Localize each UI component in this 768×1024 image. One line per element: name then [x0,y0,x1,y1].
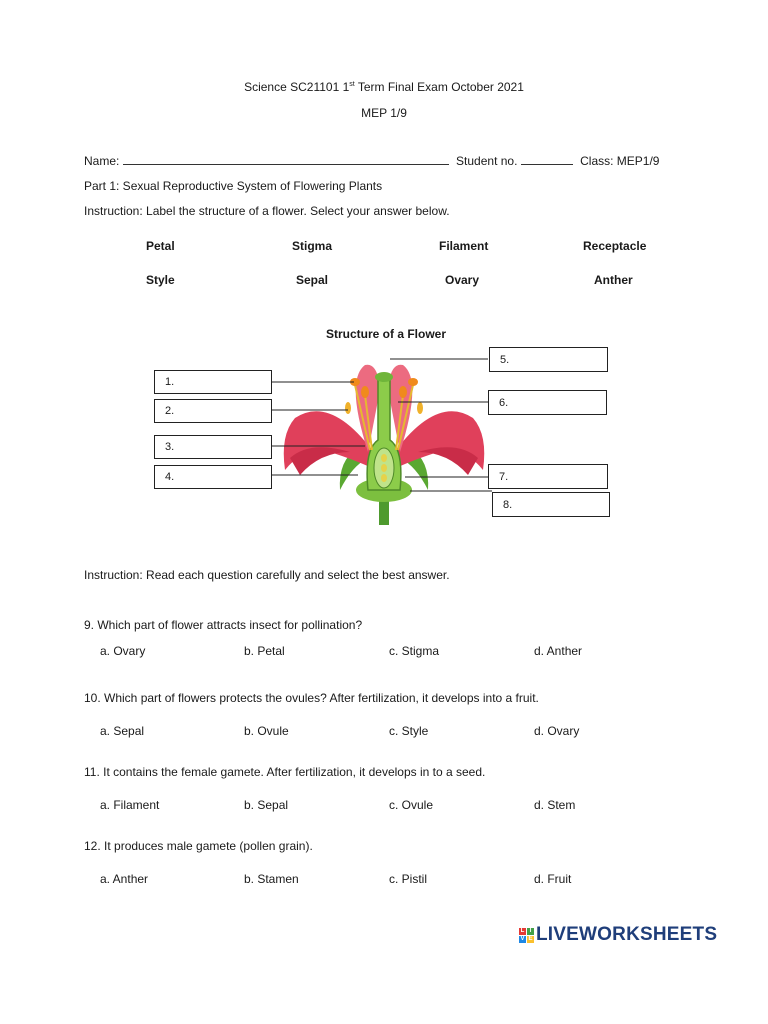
student-info-row [84,154,664,168]
part1-instruction: Instruction: Label the structure of a flower. Select your answer below. [84,204,450,218]
label-box-2[interactable]: 2. [154,399,272,423]
label-box-7[interactable]: 7. [488,464,608,489]
liveworksheets-logo[interactable] [519,924,717,946]
part1-heading: Part 1: Sexual Reproductive System of Flowering Plants [84,179,383,193]
exam-title [0,80,768,94]
label-box-5[interactable]: 5. [489,347,608,372]
label-box-1[interactable]: 1. [154,370,272,394]
question-11-option-b[interactable]: b. Sepal [244,798,289,812]
exam-title-rest: Term Final Exam October 2021 [354,80,524,94]
question-12-text: 12. It produces male gamete (pollen grain). [84,839,313,853]
question-11-text: 11. It contains the female gamete. After fertilization, it develops in to a seed. [84,765,486,779]
exam-title-superscript: st [349,81,355,88]
label-box-3[interactable]: 3. [154,435,272,459]
part2-instruction: Instruction: Read each question carefully and select the best answer. [84,568,450,582]
question-10-option-b[interactable]: b. Ovule [244,724,289,738]
logo-mark-i: I [527,928,534,935]
question-9-option-d[interactable]: d. Anther [534,644,583,658]
word-bank-stigma: Stigma [292,239,333,253]
exam-title-main: Science SC21101 1 [244,80,350,94]
liveworksheets-logo-mark [519,928,534,943]
question-12-option-c[interactable]: c. Pistil [389,872,428,886]
question-12-option-a[interactable]: a. Anther [100,872,149,886]
question-10-option-c[interactable]: c. Style [389,724,429,738]
name-label: Name: [84,154,120,168]
word-bank-ovary: Ovary [445,273,480,287]
word-bank-petal: Petal [146,239,175,253]
question-9-option-c[interactable]: c. Stigma [389,644,440,658]
question-11-option-c[interactable]: c. Ovule [389,798,434,812]
word-bank-receptacle: Receptacle [583,239,647,253]
question-10-option-a[interactable]: a. Sepal [100,724,145,738]
question-10-text: 10. Which part of flowers protects the ovules? After fertilization, it develops into a fruit. [84,691,539,705]
exam-class-subtitle: MEP 1/9 [361,106,407,120]
word-bank-anther: Anther [594,273,633,287]
class-label: Class: MEP1/9 [580,154,660,168]
student-no-label: Student no. [456,154,518,168]
logo-mark-e: E [528,935,533,942]
question-10-option-d[interactable]: d. Ovary [534,724,580,738]
question-11-option-a[interactable]: a. Filament [100,798,160,812]
question-12-option-b[interactable]: b. Stamen [244,872,299,886]
label-box-8[interactable]: 8. [492,492,610,517]
question-9-option-a[interactable]: a. Ovary [100,644,146,658]
word-bank-sepal: Sepal [296,273,329,287]
question-9-option-b[interactable]: b. Petal [244,644,285,658]
question-11-option-d[interactable]: d. Stem [534,798,576,812]
logo-mark-v: V [520,935,525,942]
word-bank-style: Style [146,273,175,287]
logo-mark-l: L [520,927,525,934]
label-box-4[interactable]: 4. [154,465,272,489]
label-box-6[interactable]: 6. [488,390,607,415]
label-pointer-lines [270,340,495,510]
diagram-title: Structure of a Flower [325,327,447,341]
question-9-text: 9. Which part of flower attracts insect for pollination? [84,618,363,632]
question-12-option-d[interactable]: d. Fruit [534,872,572,886]
word-bank-filament: Filament [439,239,489,253]
liveworksheets-logo-text: LIVEWORKSHEETS [536,924,718,945]
name-field[interactable] [123,154,449,165]
student-no-field[interactable] [521,154,573,165]
